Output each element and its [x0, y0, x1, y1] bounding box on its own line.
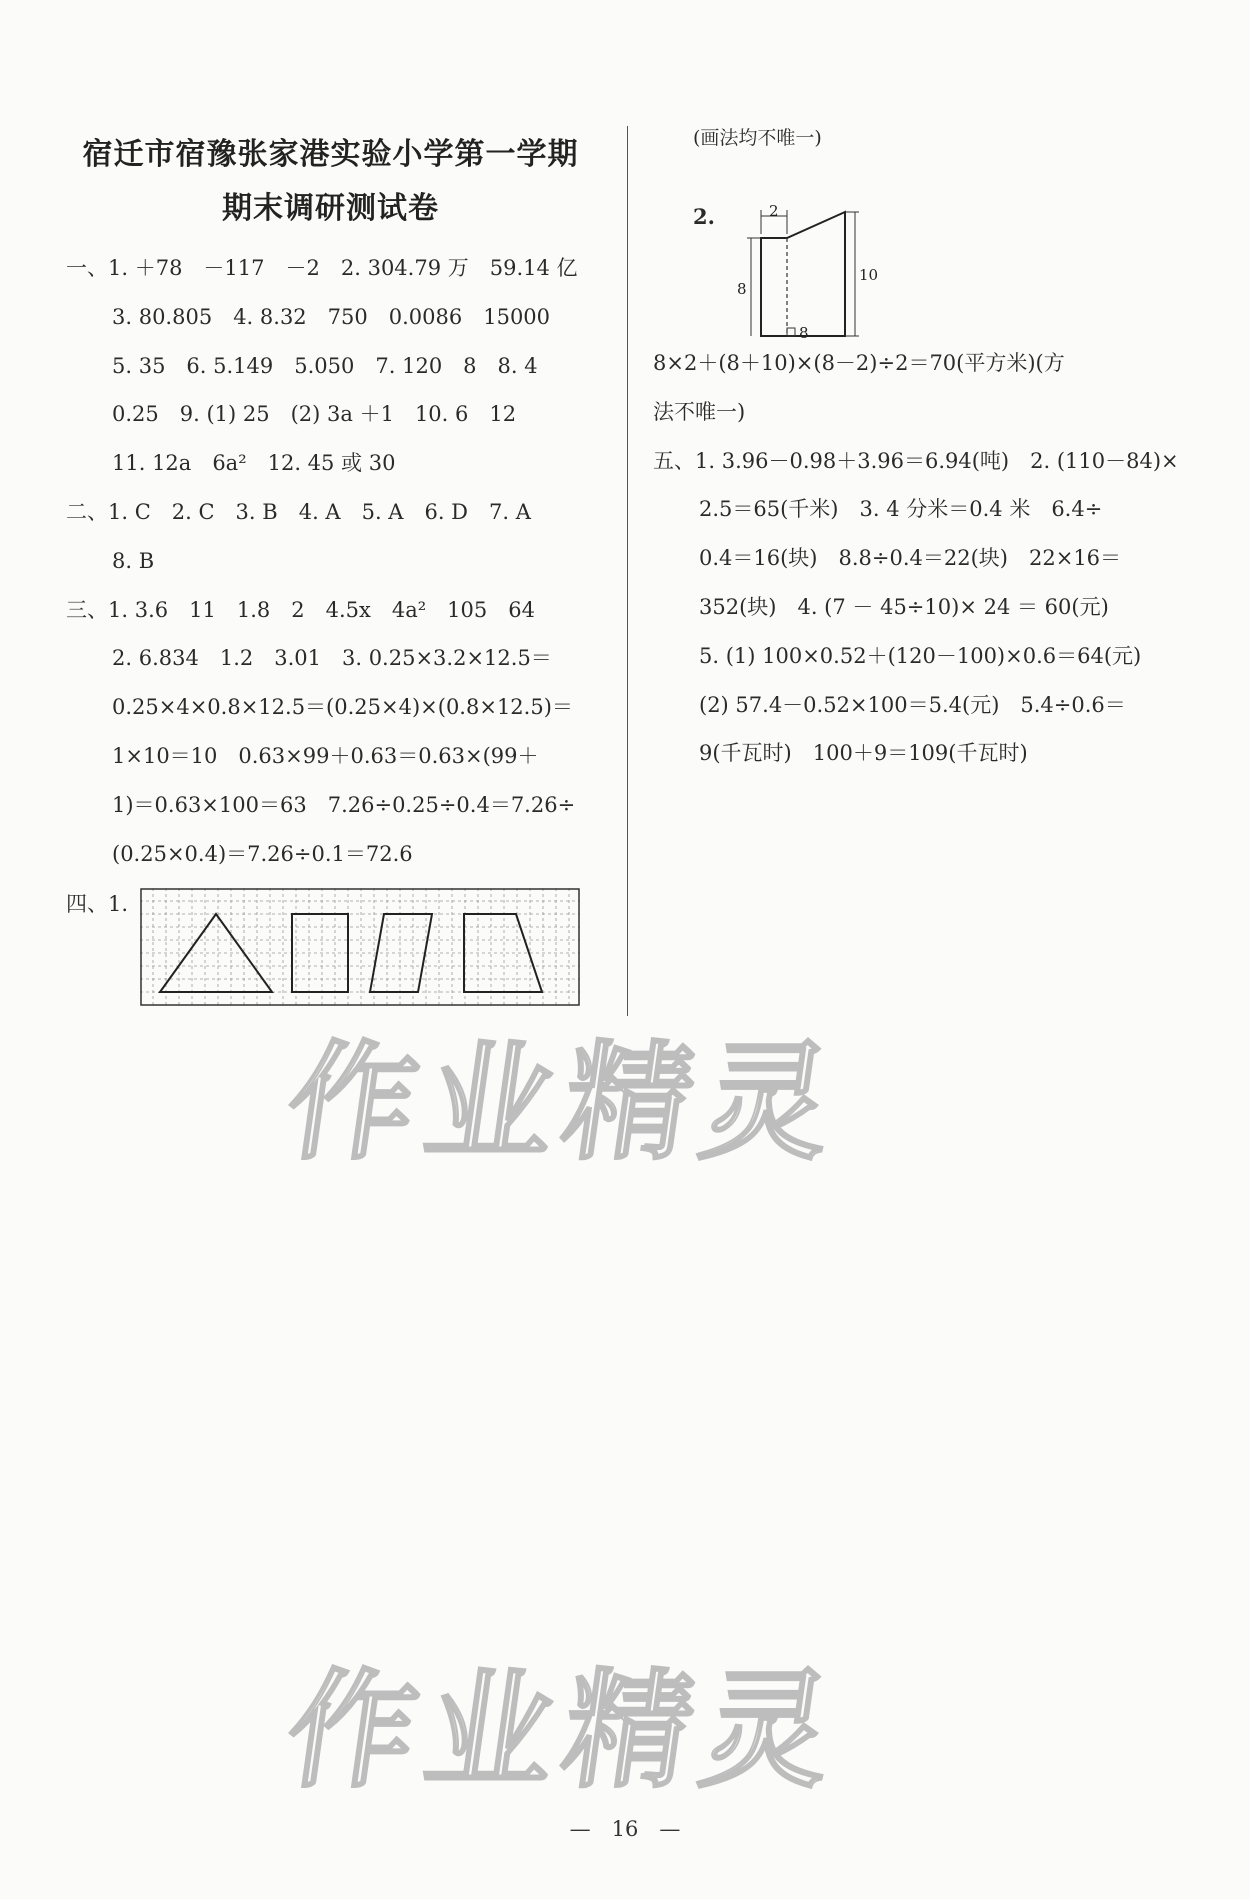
- page-number: — 16 —: [569, 1817, 681, 1841]
- title-line-1: 宿迁市宿豫张家港实验小学第一学期: [82, 137, 579, 172]
- dim-left-text: 8: [737, 280, 747, 298]
- watermark-top: 作业精灵: [277, 1029, 851, 1178]
- section-3-line-5: 1)＝0.63×100＝63 7.26÷0.25÷0.4＝7.26÷: [112, 792, 576, 817]
- page-title: [60, 128, 601, 236]
- section-3-line-4: 1×10＝10 0.63×99＋0.63＝0.63×(99＋: [112, 743, 539, 768]
- section-5-line-3: 0.4＝16(块) 8.8÷0.4＝22(块) 22×16＝: [699, 546, 1122, 571]
- left-column: [66, 128, 601, 1012]
- section-5-line-2: 2.5＝65(千米) 3. 4 分米＝0.4 米 6.4÷: [699, 497, 1103, 522]
- figure-2: [653, 154, 1193, 339]
- watermark-bottom: 作业精灵: [277, 1657, 851, 1806]
- section-1-line-2: 3. 80.805 4. 8.32 750 0.0086 15000: [112, 304, 551, 329]
- section-2-line-2: 8. B: [112, 548, 155, 573]
- section-1-line-5: 11. 12a 6a² 12. 45 或 30: [112, 451, 396, 476]
- section-5-line-1: 五、1. 3.96－0.98＋3.96＝6.94(吨) 2. (110－84)×: [653, 448, 1179, 473]
- section-1-line-4: 0.25 9. (1) 25 (2) 3a ＋1 10. 6 12: [112, 402, 517, 427]
- section-5-line-7: 9(千瓦时) 100＋9＝109(千瓦时): [699, 741, 1028, 766]
- section-3-line-6: (0.25×0.4)＝7.26÷0.1＝72.6: [112, 841, 413, 866]
- section-3-line-3: 0.25×4×0.8×12.5＝(0.25×4)×(0.8×12.5)＝: [112, 695, 573, 720]
- dim-top-text: 2: [769, 204, 779, 220]
- section-5-line-4: 352(块) 4. (7 － 45÷10)× 24 ＝ 60(元): [699, 594, 1109, 619]
- figure-2-label: 2.: [693, 204, 715, 229]
- trapezoid-area-diagram: [721, 204, 901, 339]
- section-3-line-2: 2. 6.834 1.2 3.01 3. 0.25×3.2×12.5＝: [112, 646, 552, 671]
- grid-shapes-diagram: [140, 888, 580, 1006]
- area-calc-line-2: 法不唯一): [653, 399, 746, 424]
- dim-right-text: 10: [859, 266, 879, 284]
- section-5-line-6: (2) 57.4－0.52×100＝5.4(元) 5.4÷0.6＝: [699, 692, 1126, 717]
- right-column: [653, 122, 1193, 778]
- section-1-line-3: 5. 35 6. 5.149 5.050 7. 120 8 8. 4: [112, 353, 538, 378]
- section-5-line-5: 5. (1) 100×0.52＋(120－100)×0.6＝64(元): [699, 643, 1142, 668]
- section-1-line-1: 一、1. ＋78 －117 －2 2. 304.79 万 59.14 亿: [66, 256, 578, 280]
- column-divider: [627, 126, 628, 1016]
- drawing-note: (画法均不唯一): [693, 127, 822, 149]
- dim-bottom-text: 8: [799, 324, 809, 339]
- section-2-line-1: 二、1. C 2. C 3. B 4. A 5. A 6. D 7. A: [66, 499, 531, 524]
- section-4-label: 四、1.: [66, 892, 129, 917]
- section-3-line-1: 三、1. 3.6 11 1.8 2 4.5x 4a² 105 64: [66, 597, 535, 622]
- section-4-grid-figure: [66, 880, 601, 1012]
- title-line-2: 期末调研测试卷: [222, 191, 439, 226]
- area-calc-line-1: 8×2＋(8＋10)×(8－2)÷2＝70(平方米)(方: [653, 351, 1065, 375]
